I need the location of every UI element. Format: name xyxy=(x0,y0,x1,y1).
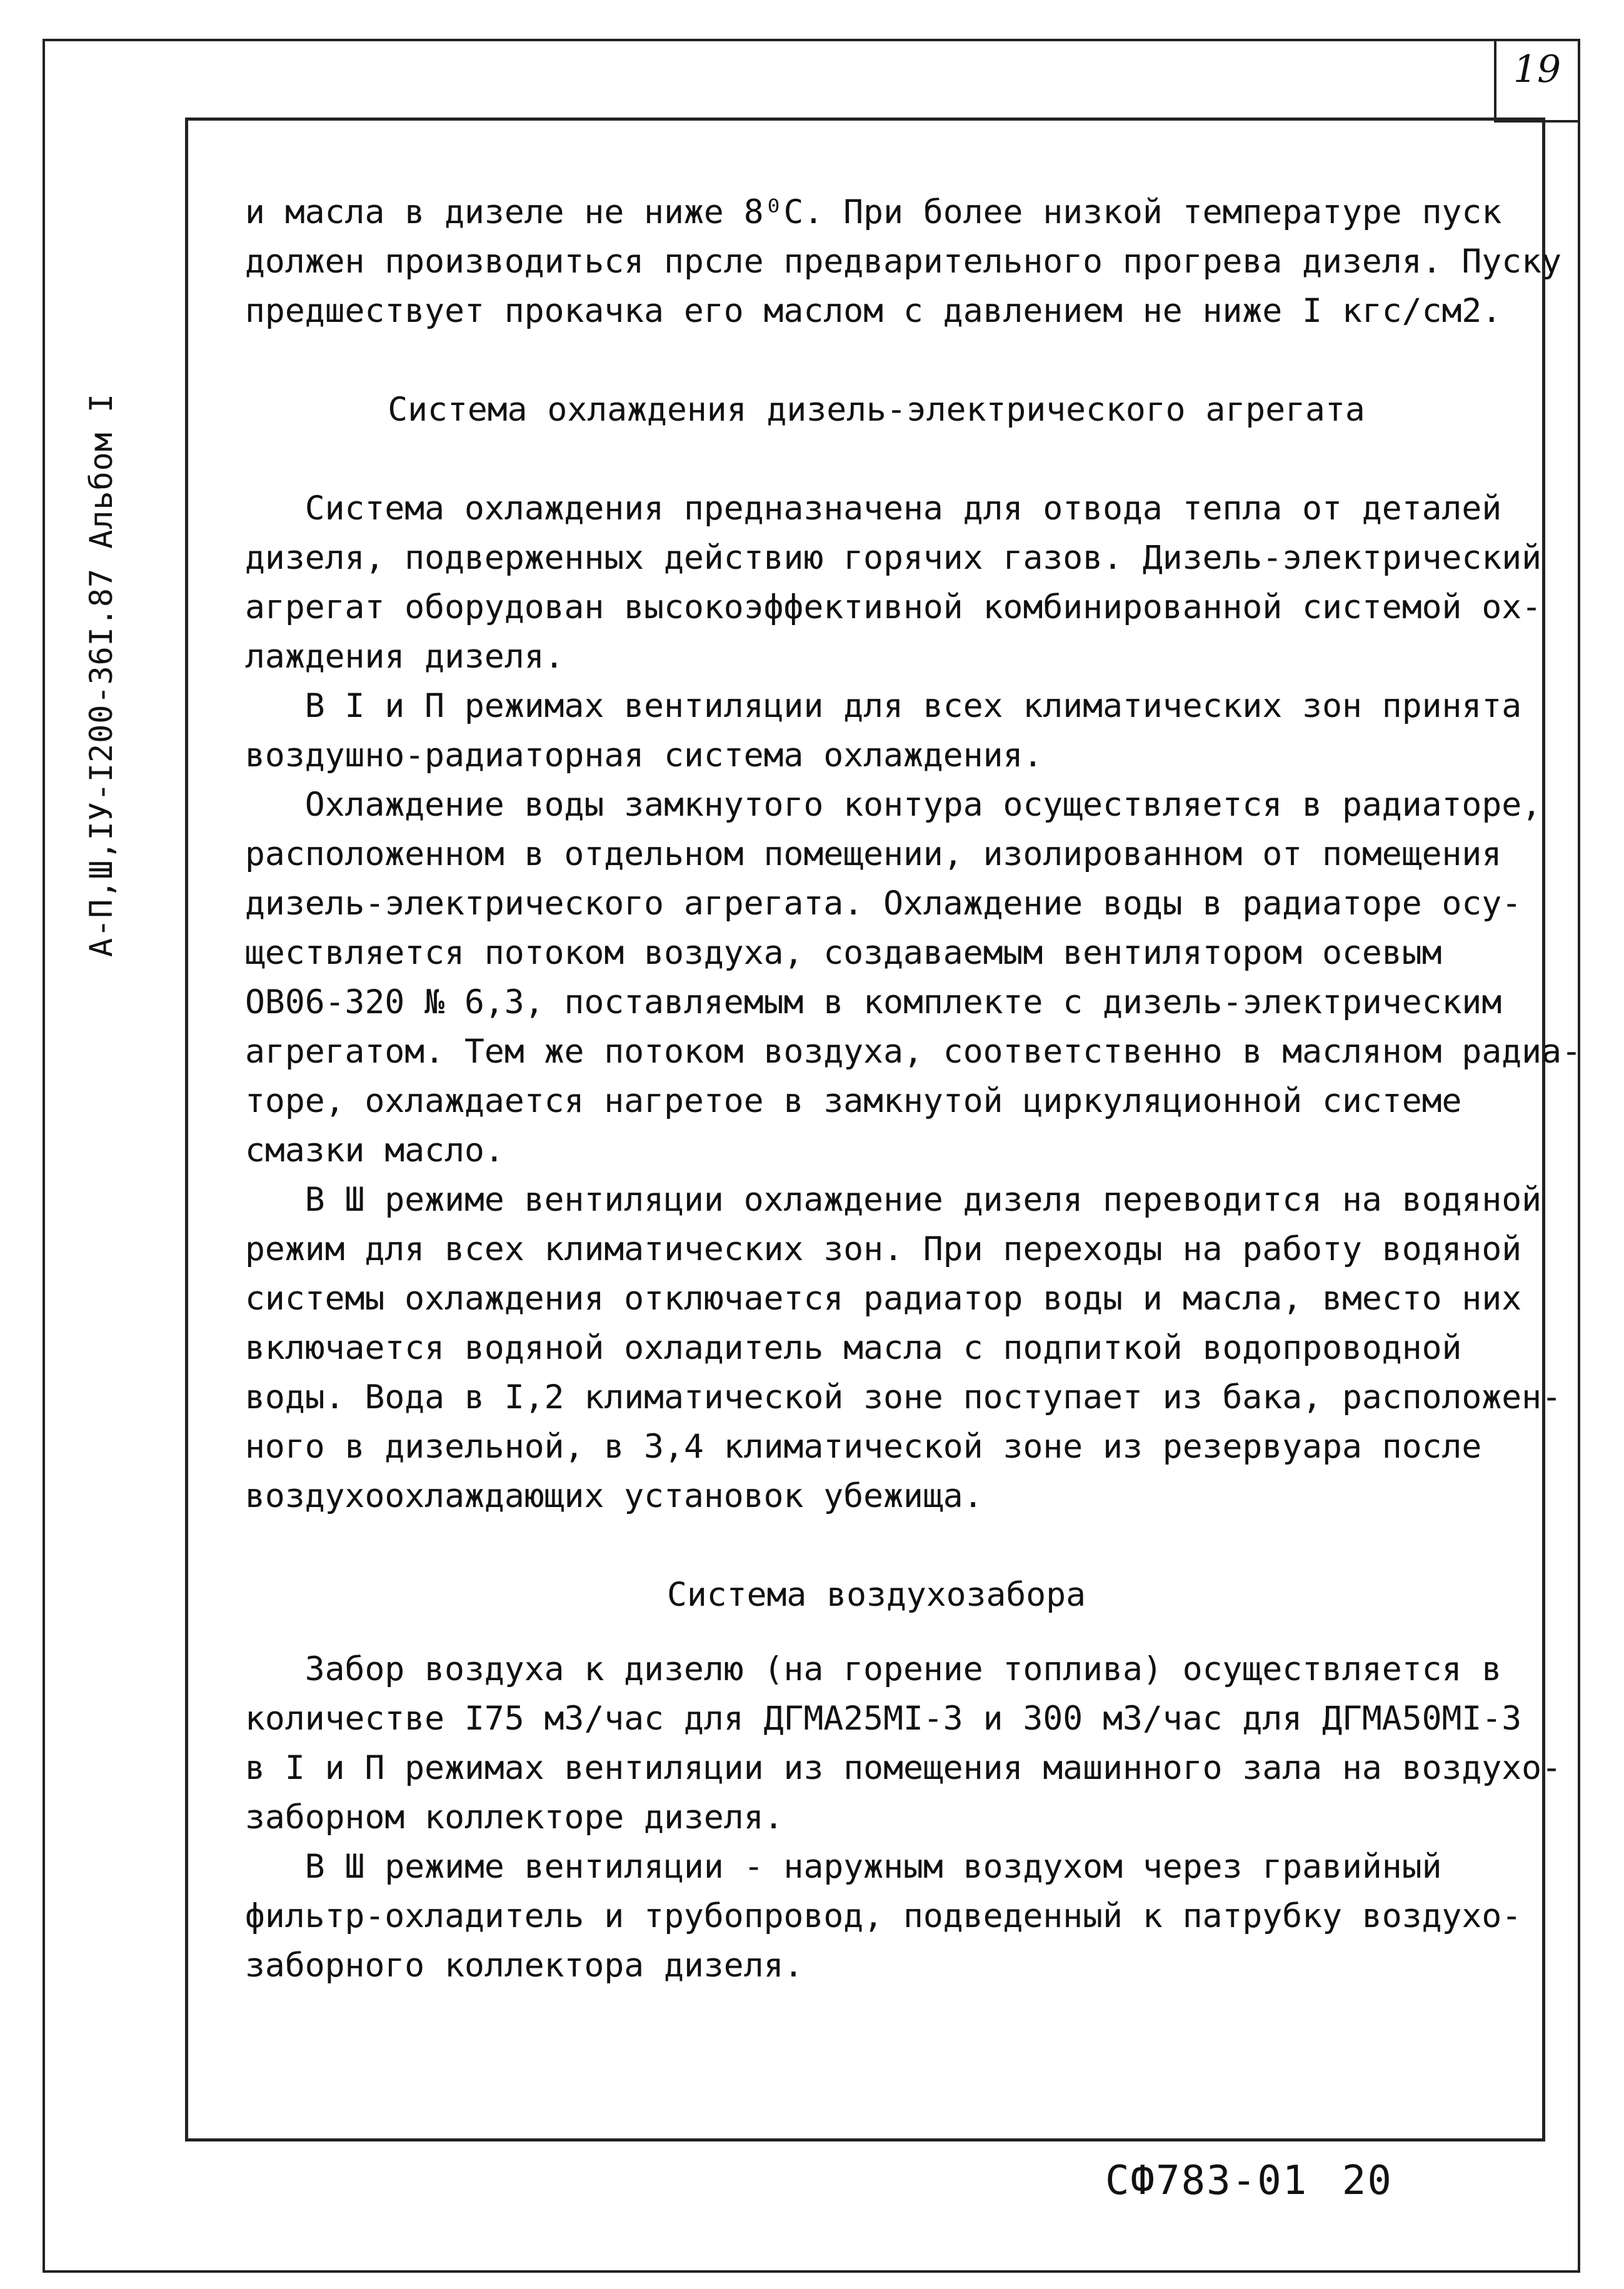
text-line: ществляется потоком воздуха, создаваемым вентилятором осевым xyxy=(245,934,1442,972)
text-line: расположенном в отдельном помещении, изолированном от помещения xyxy=(245,835,1502,873)
text-line: ного в дизельной, в 3,4 климатической зоне из резервуара после xyxy=(245,1428,1482,1466)
paragraph xyxy=(245,1645,1561,1842)
text-line: Система охлаждения предназначена для отвода тепла от деталей xyxy=(245,489,1502,528)
paragraph xyxy=(245,188,1561,336)
document-stamp: СФ783-01 20 xyxy=(1105,2158,1393,2204)
text-line: В Ш режиме вентиляции - наружным воздухом через гравийный xyxy=(245,1848,1442,1886)
document-body xyxy=(245,188,1581,1990)
text-line: должен производиться прсле предварительного прогрева дизеля. Пуску xyxy=(245,243,1561,281)
section-heading-cooling: Система охлаждения дизель-электрического агрегата xyxy=(388,391,1365,429)
text-line: предшествует прокачка его маслом с давлением не ниже I кгс/см2. xyxy=(245,292,1502,330)
text-line: Охлаждение воды замкнутого контура осуществляется в радиаторе, xyxy=(245,786,1542,824)
page-number-box xyxy=(1494,39,1578,123)
text-line: режим для всех климатических зон. При переходы на работу водяной xyxy=(245,1230,1522,1268)
text-line: агрегат оборудован высокоэффективной комбинированной системой ох- xyxy=(245,588,1542,626)
text-line: В I и П режимах вентиляции для всех климатических зон принята xyxy=(245,687,1522,725)
text-line: воздушно-радиаторная система охлаждения. xyxy=(245,736,1043,774)
text-line: дизеля, подверженных действию горячих газов. Дизель-электрический xyxy=(245,539,1542,577)
text-line: воздухоохлаждающих установок убежища. xyxy=(245,1477,983,1515)
text-line: смазки масло. xyxy=(245,1131,504,1170)
paragraph xyxy=(245,1175,1561,1521)
text-line: В Ш режиме вентиляции охлаждение дизеля переводится на водяной xyxy=(245,1181,1542,1219)
text-line: и масла в дизеле не ниже 8⁰С. При более низкой температуре пуск xyxy=(245,193,1502,231)
text-line: Забор воздуха к дизелю (на горение топлива) осуществляется в xyxy=(245,1650,1502,1688)
text-line: количестве I75 м3/час для ДГМА25МI-3 и 300 м3/час для ДГМА50МI-3 xyxy=(245,1700,1522,1738)
text-line: в I и П режимах вентиляции из помещения машинного зала на воздухо- xyxy=(245,1749,1561,1787)
text-line: лаждения дизеля. xyxy=(245,638,564,676)
section-heading-air-intake: Система воздухозабора xyxy=(666,1576,1086,1614)
text-line: ОВ06-320 № 6,3, поставляемым в комплекте с дизель-электрическим xyxy=(245,983,1502,1021)
page-number: 19 xyxy=(1513,48,1561,91)
text-line: включается водяной охладитель масла с подпиткой водопроводной xyxy=(245,1329,1462,1367)
text-line: воды. Вода в I,2 климатической зоне поступает из бака, расположен- xyxy=(245,1378,1561,1416)
text-line: торе, охлаждается нагретое в замкнутой циркуляционной системе xyxy=(245,1082,1462,1120)
side-label: А-П,Ш,IУ-I200-36I.87 Альбом I xyxy=(83,393,119,957)
paragraph xyxy=(245,681,1533,780)
text-line: заборном коллекторе дизеля. xyxy=(245,1798,784,1836)
text-line: фильтр-охладитель и трубопровод, подведенный к патрубку воздухо- xyxy=(245,1897,1522,1935)
paragraph xyxy=(245,484,1542,681)
text-line: дизель-электрического агрегата. Охлаждение воды в радиаторе осу- xyxy=(245,884,1522,923)
text-line: агрегатом. Тем же потоком воздуха, соответственно в масляном радиа- xyxy=(245,1033,1581,1071)
paragraph xyxy=(245,1842,1533,1990)
text-line: заборного коллектора дизеля. xyxy=(245,1946,804,1985)
paragraph xyxy=(245,780,1581,1175)
text-line: системы охлаждения отключается радиатор воды и масла, вместо них xyxy=(245,1280,1522,1318)
